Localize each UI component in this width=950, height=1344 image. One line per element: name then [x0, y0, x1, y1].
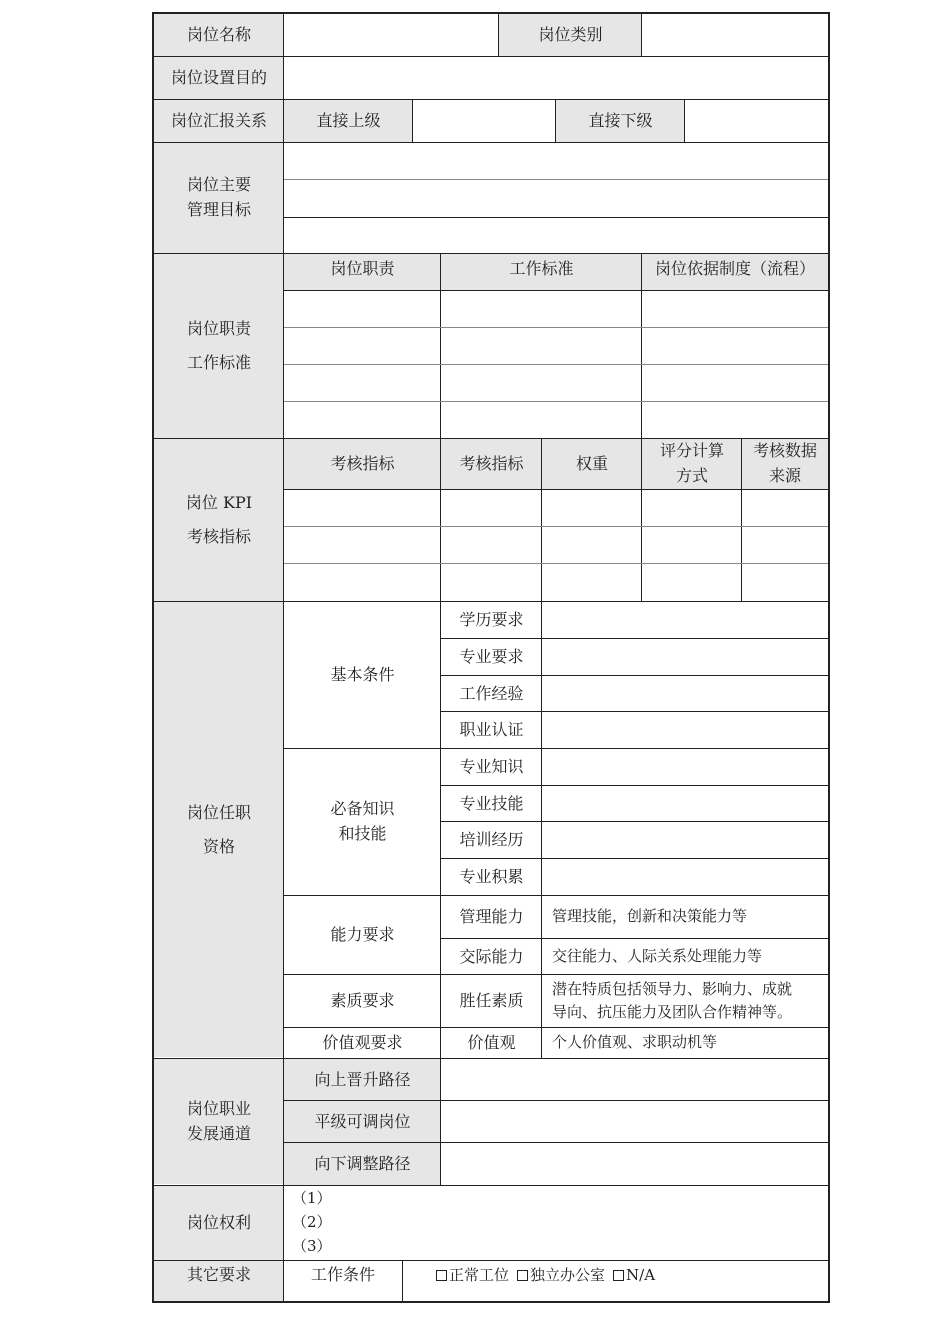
checkbox-icon [517, 1270, 528, 1281]
work-condition-options [436, 1261, 826, 1291]
col-standard-header: 工作标准 [441, 254, 642, 290]
divider-h-thin [441, 638, 828, 639]
quality-name: 胜任素质 [459, 990, 524, 1010]
divider-h [284, 1027, 828, 1028]
divider-h-thin [284, 401, 828, 402]
career-label: 岗位职业 发展通道 [154, 1059, 284, 1184]
quality-label: 素质要求 [330, 990, 395, 1010]
reporting-label: 岗位汇报关系 [154, 100, 284, 142]
divider-h [152, 142, 830, 143]
divider-h [284, 1142, 828, 1143]
rights-label: 岗位权利 [154, 1186, 284, 1260]
basic-item: 学历要求 [459, 610, 524, 630]
rights-item: （3） [292, 1237, 332, 1256]
divider-v [555, 99, 556, 142]
quality-desc: 潜在特质包括领导力、影响力、成就 导向、抗压能力及团队合作精神等。 [552, 979, 793, 1021]
ability-item-desc: 管理技能，创新和决策能力等 [552, 907, 748, 926]
divider-v [641, 253, 642, 438]
divider-v [498, 12, 499, 56]
divider-v [741, 438, 742, 601]
divider-h [152, 1058, 830, 1059]
divider-v [541, 438, 542, 601]
direct-superior-value[interactable] [413, 100, 556, 142]
post-name-value[interactable] [284, 14, 499, 56]
kpi-method-header: 评分计算 方式 [642, 439, 742, 489]
duties-label: 岗位职责 工作标准 [154, 254, 284, 438]
divider-h-thin [441, 938, 828, 939]
divider-v [641, 12, 642, 56]
knowledge-item: 专业知识 [459, 756, 524, 776]
knowledge-skills-label: 必备知识 和技能 [330, 799, 395, 843]
career-lateral-label: 平级可调岗位 [284, 1101, 441, 1143]
ability-item-name: 管理能力 [459, 906, 524, 926]
divider-h [152, 438, 830, 439]
divider-h-thin [441, 858, 828, 859]
divider-v [402, 1260, 403, 1302]
border-left [152, 12, 154, 1303]
border-bottom [152, 1301, 830, 1303]
divider-v [412, 99, 413, 142]
col-basis-header: 岗位依据制度（流程） [642, 254, 828, 290]
rights-item: （2） [292, 1213, 332, 1232]
values-desc: 个人价值观、求职动机等 [552, 1033, 718, 1052]
direct-superior-label: 直接上级 [284, 100, 413, 142]
divider-v [440, 1058, 441, 1185]
divider-h-thin [284, 327, 828, 328]
divider-h [152, 253, 830, 254]
post-name-label: 岗位名称 [154, 14, 284, 56]
divider-h-thin [441, 821, 828, 822]
qualifications-label: 岗位任职 资格 [154, 602, 284, 1057]
divider-h [152, 1185, 830, 1186]
divider-h [284, 217, 828, 218]
divider-h [152, 1260, 830, 1261]
divider-v [641, 438, 642, 601]
divider-h-thin [284, 563, 828, 564]
other-label: 其它要求 [154, 1261, 284, 1302]
divider-h-thin [441, 675, 828, 676]
divider-h-thin [284, 526, 828, 527]
post-category-label: 岗位类别 [499, 14, 642, 56]
post-category-value[interactable] [642, 14, 828, 56]
checkbox-icon [436, 1270, 447, 1281]
management-goals-label: 岗位主要 管理目标 [154, 143, 284, 253]
direct-subordinate-label: 直接下级 [556, 100, 685, 142]
rights-item: （1） [292, 1189, 332, 1208]
checkbox-private-office[interactable]: 独立办公室 [517, 1264, 605, 1287]
ability-item-name: 交际能力 [459, 946, 524, 966]
career-up-label: 向上晋升路径 [284, 1059, 441, 1101]
direct-subordinate-value[interactable] [685, 100, 828, 142]
divider-h-thin [284, 364, 828, 365]
divider-v [684, 99, 685, 142]
purpose-value[interactable] [284, 57, 828, 99]
divider-v [440, 253, 441, 438]
purpose-label: 岗位设置目的 [154, 57, 284, 99]
border-right [828, 12, 830, 1303]
knowledge-item: 培训经历 [459, 829, 524, 849]
divider-h [284, 748, 828, 749]
basic-item: 职业认证 [459, 719, 524, 739]
divider-v [440, 601, 441, 1058]
checkbox-normal-seat[interactable]: 正常工位 [436, 1264, 509, 1287]
checkbox-icon [613, 1270, 624, 1281]
kpi-label: 岗位 KPI 考核指标 [154, 439, 284, 601]
ability-item-desc: 交往能力、人际关系处理能力等 [552, 947, 763, 966]
divider-h [284, 1100, 828, 1101]
checkbox-na[interactable]: N/A [613, 1264, 655, 1287]
knowledge-item: 专业积累 [459, 866, 524, 886]
divider-h-thin [441, 711, 828, 712]
divider-h-thin [284, 179, 828, 180]
ability-label: 能力要求 [330, 924, 395, 944]
divider-label-column [283, 12, 284, 1303]
divider-h [284, 974, 828, 975]
divider-h-thin [441, 785, 828, 786]
divider-h [152, 56, 830, 57]
basic-conditions-label: 基本条件 [330, 664, 395, 684]
values-label: 价值观要求 [322, 1032, 403, 1052]
divider-v [440, 438, 441, 601]
work-condition-label: 工作条件 [310, 1265, 375, 1284]
border-top [152, 12, 830, 14]
kpi-indicator-header-1: 考核指标 [284, 439, 441, 489]
divider-h [284, 895, 828, 896]
kpi-weight-header: 权重 [542, 439, 642, 489]
divider-h [152, 99, 830, 100]
values-name: 价值观 [467, 1032, 516, 1052]
divider-h [284, 489, 828, 490]
basic-item: 专业要求 [459, 647, 524, 667]
kpi-source-header: 考核数据 来源 [742, 439, 828, 489]
col-duty-header: 岗位职责 [284, 254, 441, 290]
basic-item: 工作经验 [459, 683, 524, 703]
knowledge-item: 专业技能 [459, 793, 524, 813]
divider-v [541, 601, 542, 1058]
kpi-indicator-header-2: 考核指标 [441, 439, 542, 489]
divider-h [152, 601, 830, 602]
career-down-label: 向下调整路径 [284, 1143, 441, 1185]
divider-h [284, 290, 828, 291]
